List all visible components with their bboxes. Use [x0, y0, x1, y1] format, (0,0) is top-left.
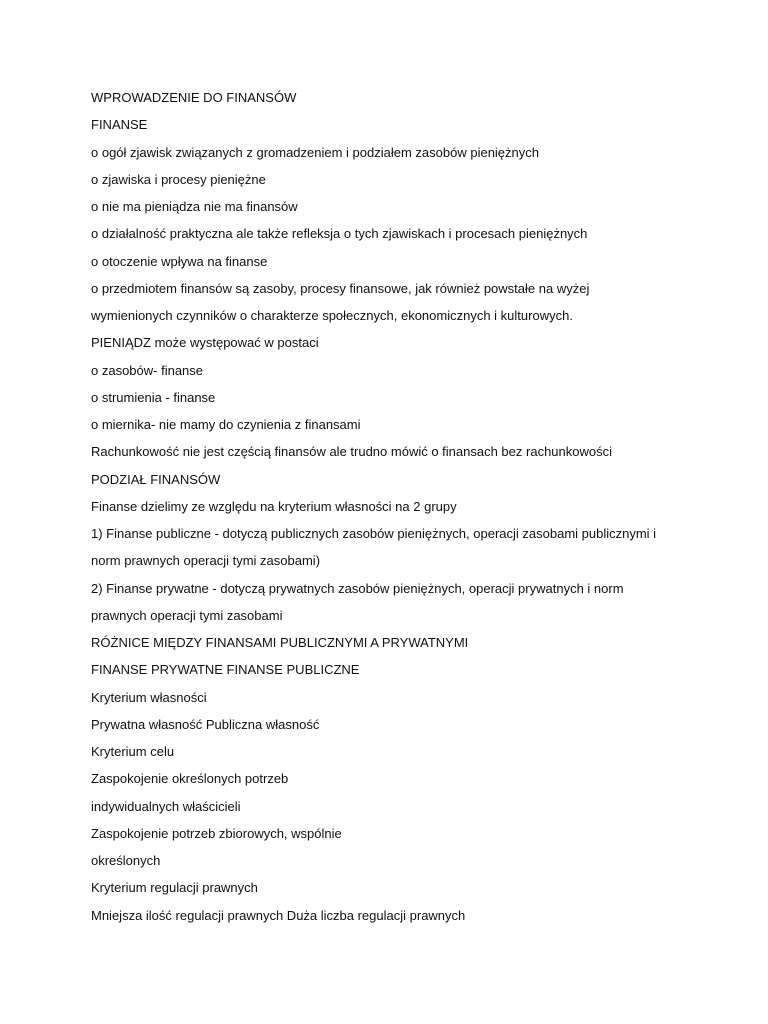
- text-line: 2) Finanse prywatne - dotyczą prywatnych zasobów pieniężnych, operacji prywatnych i norm: [91, 580, 624, 596]
- text-line: wymienionych czynników o charakterze społecznych, ekonomicznych i kulturowych.: [91, 308, 573, 323]
- text-line: 1) Finanse publiczne - dotyczą publicznych zasobów pieniężnych, operacji zasobami publicznymi i: [91, 526, 657, 541]
- section-heading-pieniadz: PIENIĄDZ może występować w postaci: [91, 335, 319, 351]
- text-line: o zasobów- finanse: [91, 362, 204, 378]
- text-line: o miernika- nie mamy do czynienia z finansami: [91, 417, 361, 432]
- text-line: Finanse dzielimy ze względu na kryterium własności na 2 grupy: [91, 498, 457, 514]
- text-line: o zjawiska i procesy pieniężne: [91, 171, 266, 187]
- text-line: Kryterium celu: [91, 744, 175, 759]
- text-line: Kryterium własności: [91, 689, 207, 705]
- section-heading-podzial: PODZIAŁ FINANSÓW: [91, 471, 221, 487]
- text-line: o ogół zjawisk związanych z gromadzeniem i podziałem zasobów pieniężnych: [91, 144, 539, 160]
- document-page: [91, 84, 691, 929]
- text-line: Kryterium regulacji prawnych: [91, 880, 258, 896]
- text-line: indywidualnych właścicieli: [91, 798, 241, 814]
- text-line: Rachunkowość nie jest częścią finansów ale trudno mówić o finansach bez rachunkowości: [91, 444, 612, 460]
- text-line: Zaspokojenie potrzeb zbiorowych, wspólnie: [91, 825, 342, 841]
- text-line: prawnych operacji tymi zasobami: [91, 607, 283, 623]
- text-line: o nie ma pieniądza nie ma finansów: [91, 199, 298, 214]
- section-heading-roznice: RÓŻNICE MIĘDZY FINANSAMI PUBLICZNYMI A PRYWATNYMI: [91, 635, 469, 650]
- text-line: Zaspokojenie określonych potrzeb: [91, 771, 289, 787]
- text-line: o strumienia - finanse: [91, 389, 216, 405]
- text-line: Prywatna własność Publiczna własność: [91, 716, 320, 732]
- text-line: Mniejsza ilość regulacji prawnych Duża liczba regulacji prawnych: [91, 907, 466, 923]
- text-line: o otoczenie wpływa na finanse: [91, 253, 268, 269]
- section-heading-finanse: FINANSE: [91, 117, 148, 133]
- text-line: o przedmiotem finansów są zasoby, procesy finansowe, jak również powstałe na wyżej: [91, 280, 590, 296]
- table-header-line: FINANSE PRYWATNE FINANSE PUBLICZNE: [91, 662, 360, 678]
- text-line: o działalność praktyczna ale także refleksja o tych zjawiskach i procesach pieniężnych: [91, 226, 588, 242]
- text-line: określonych: [91, 853, 161, 868]
- text-line: norm prawnych operacji tymi zasobami): [91, 553, 321, 569]
- document-title: WPROWADZENIE DO FINANSÓW: [91, 90, 297, 105]
